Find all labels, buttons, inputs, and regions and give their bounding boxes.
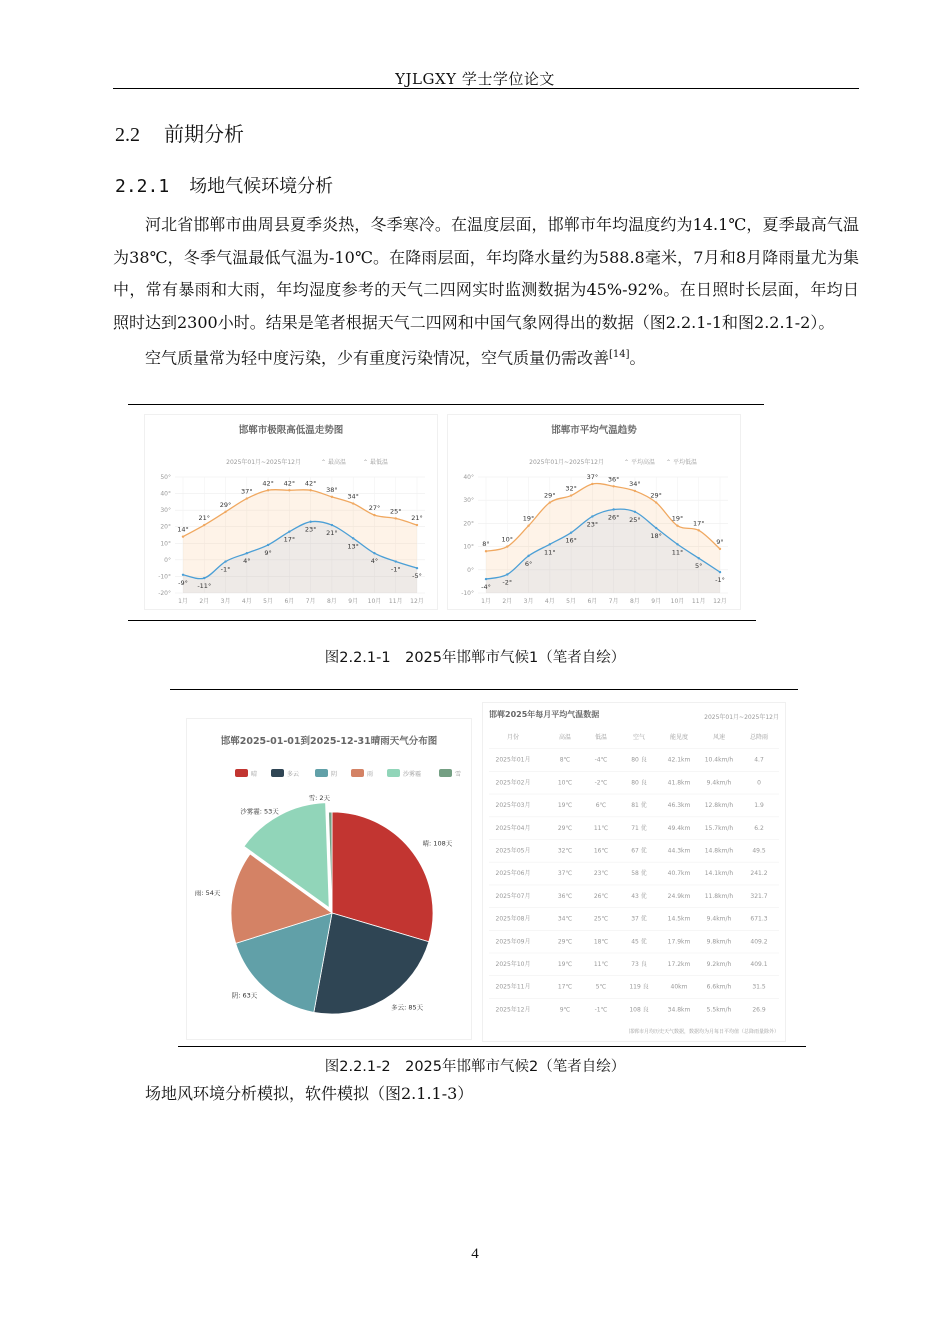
- data-label: 23°: [304, 525, 317, 534]
- chart-title: 邯郸市极限高低温走势图: [238, 425, 344, 436]
- table-cell: 6.2: [754, 824, 764, 832]
- data-point: [591, 515, 593, 517]
- figure1-caption: 图2.2.1-1 2025年邯郸市气候1（笔者自绘）: [324, 650, 626, 666]
- data-point: [182, 574, 184, 576]
- data-label: 32°: [565, 484, 577, 493]
- data-label: -1°: [390, 565, 401, 574]
- data-point: [182, 535, 184, 537]
- legend-雪: 雪: [455, 771, 462, 778]
- table-cell: 321.7: [750, 892, 768, 900]
- table-cell: 19℃: [557, 802, 573, 810]
- data-point: [395, 560, 397, 562]
- data-label: 21°: [198, 514, 211, 523]
- legend-swatch: [387, 769, 400, 777]
- data-point: [352, 502, 354, 504]
- running-header: YJLGXY 学士学位论文: [395, 70, 555, 88]
- x-tick-label: 8月: [326, 598, 337, 605]
- data-label: 23°: [586, 520, 599, 529]
- data-point: [267, 544, 269, 546]
- data-label: 16°: [565, 536, 577, 545]
- legend-swatch: [315, 769, 328, 777]
- table-cell: 80 良: [631, 756, 647, 764]
- data-label: 21°: [411, 514, 423, 523]
- x-tick-label: 4月: [544, 598, 555, 605]
- legend-平均高温: 平均高温: [631, 459, 656, 466]
- table-cell: 0: [757, 779, 761, 787]
- legend-swatch: [271, 769, 284, 777]
- data-point: [416, 524, 418, 526]
- table-cell: -2℃: [594, 779, 608, 787]
- table-cell: 2025年10月: [495, 961, 531, 968]
- legend-雨: 雨: [367, 771, 374, 778]
- table-header-cell: 低温: [594, 734, 608, 741]
- table-cell: 16℃: [593, 847, 609, 855]
- data-point: [655, 501, 657, 503]
- figure1-bottom-rule: [128, 620, 756, 621]
- pie-label: 雪: 2天: [308, 794, 331, 803]
- data-label: 34°: [629, 479, 641, 488]
- table-cell: 10.4km/h: [704, 756, 734, 764]
- pie-label: 多云: 85天: [391, 1003, 424, 1012]
- data-label: 9°: [264, 548, 272, 557]
- data-point: [288, 530, 290, 532]
- table-cell: 241.2: [750, 870, 768, 878]
- x-tick-label: 6月: [284, 598, 295, 605]
- table-cell: 11℃: [593, 824, 609, 832]
- data-label: 38°: [326, 485, 338, 494]
- pie-label: 阴: 63天: [231, 991, 258, 1000]
- data-label: 13°: [347, 542, 359, 551]
- x-tick-label: 10月: [670, 598, 685, 605]
- data-label: 37°: [241, 487, 253, 496]
- data-point: [485, 550, 487, 552]
- y-tick-label: -10°: [461, 590, 474, 597]
- x-tick-label: 10月: [367, 598, 382, 605]
- data-label: -9°: [178, 578, 188, 587]
- data-label: 17°: [692, 519, 705, 528]
- figure2-top-rule: [170, 689, 798, 690]
- data-label: -1°: [220, 565, 231, 574]
- section-number: 2.2: [115, 124, 140, 146]
- table-cell: 5.5km/h: [706, 1006, 732, 1014]
- table-cell: 34.8km: [667, 1006, 691, 1014]
- table-cell: 4.7: [754, 756, 764, 764]
- data-point: [698, 557, 700, 559]
- data-label: 29°: [544, 491, 556, 500]
- data-point: [267, 489, 269, 491]
- paragraph-wind: 场地风环境分析模拟，软件模拟（图2.1.1-3）: [145, 1084, 474, 1103]
- x-tick-label: 9月: [348, 598, 359, 605]
- data-point: [309, 489, 311, 491]
- x-tick-label: 1月: [178, 598, 188, 605]
- data-point: [309, 521, 311, 523]
- table-cell: 37℃: [557, 870, 573, 878]
- subsection-title: 场地气候环境分析: [189, 176, 334, 197]
- legend-晴: 晴: [251, 771, 258, 778]
- table-cell: 9.8km/h: [706, 938, 732, 946]
- table-cell: 14.8km/h: [704, 847, 734, 855]
- table-cell: 80 良: [631, 779, 647, 787]
- data-point: [591, 483, 593, 485]
- table-cell: 34℃: [557, 915, 573, 923]
- data-point: [527, 555, 529, 557]
- data-point: [719, 548, 721, 550]
- table-header-cell: 能见度: [669, 734, 689, 741]
- data-point: [416, 567, 418, 569]
- table-cell: 14.5km: [667, 915, 691, 923]
- y-tick-label: 10°: [160, 540, 171, 548]
- x-tick-label: 4月: [241, 598, 252, 605]
- data-label: 27°: [368, 504, 381, 513]
- pie-label: 晴: 108天: [422, 839, 453, 848]
- y-tick-label: 0°: [467, 566, 474, 574]
- table-cell: 17.9km: [667, 938, 691, 946]
- data-point: [288, 489, 290, 491]
- data-point: [331, 496, 333, 498]
- data-label: 18°: [650, 532, 662, 541]
- legend-平均低温: 平均低温: [673, 459, 698, 466]
- data-point: [612, 508, 614, 510]
- table-cell: 5℃: [595, 983, 607, 991]
- table-cell: 49.5: [752, 847, 766, 855]
- data-point: [224, 560, 226, 562]
- table-cell: 119 良: [629, 983, 649, 991]
- data-point: [485, 578, 487, 580]
- table-cell: 49.4km: [667, 824, 691, 832]
- data-label: 4°: [370, 557, 379, 566]
- data-label: 25°: [629, 515, 641, 524]
- pie-label: 雨: 54天: [194, 889, 221, 898]
- table-cell: 41.8km: [667, 779, 691, 787]
- table-cell: 2025年02月: [495, 779, 531, 787]
- data-label: -4°: [481, 583, 491, 592]
- table-cell: 44.3km: [667, 847, 691, 855]
- table-cell: 23℃: [593, 870, 609, 878]
- table-cell: 2025年06月: [495, 870, 531, 878]
- table-cell: 73 良: [631, 961, 647, 968]
- data-point: [246, 497, 248, 499]
- table-header-cell: 风速: [712, 734, 726, 741]
- data-label: 34°: [347, 492, 359, 501]
- table-cell: 2025年04月: [495, 824, 531, 832]
- table-cell: 2025年11月: [495, 983, 531, 991]
- data-point: [570, 531, 572, 533]
- table-cell: 2025年01月: [495, 756, 531, 764]
- table-cell: 25℃: [593, 915, 609, 923]
- weather-distribution-pie: [186, 718, 472, 1040]
- table-cell: 409.2: [750, 938, 768, 946]
- table-cell: 671.3: [750, 915, 768, 923]
- data-point: [352, 537, 354, 539]
- x-tick-label: 11月: [691, 598, 706, 605]
- data-label: -11°: [197, 582, 212, 591]
- legend-marker: ⌃: [363, 459, 369, 466]
- legend-marker: ⌃: [624, 459, 630, 466]
- average-temperature-chart: [447, 414, 741, 610]
- table-cell: 67 优: [631, 847, 647, 855]
- data-point: [676, 543, 678, 545]
- chart-title: 邯郸市平均气温趋势: [551, 425, 637, 436]
- data-point: [373, 552, 375, 554]
- table-cell: 26℃: [593, 892, 609, 900]
- table-cell: 42.1km: [667, 756, 691, 764]
- data-label: -5°: [412, 572, 422, 581]
- data-point: [246, 552, 248, 554]
- y-tick-label: 0°: [164, 556, 171, 564]
- table-cell: 24.9km: [667, 892, 691, 900]
- data-label: 8°: [482, 540, 490, 549]
- data-label: 36°: [607, 475, 620, 484]
- legend-最低温: 最低温: [370, 459, 389, 466]
- table-cell: 2025年07月: [495, 892, 531, 900]
- data-point: [331, 524, 333, 526]
- table-cell: -4℃: [594, 756, 608, 764]
- x-tick-label: 2月: [199, 598, 210, 605]
- data-label: 4°: [243, 557, 251, 566]
- data-point: [570, 494, 572, 496]
- table-cell: 46.3km: [667, 802, 691, 810]
- x-tick-label: 5月: [566, 598, 577, 605]
- data-label: 29°: [219, 500, 232, 509]
- data-label: 42°: [262, 479, 274, 488]
- table-cell: 2025年03月: [495, 802, 531, 810]
- x-tick-label: 1月: [481, 598, 491, 605]
- chart-subtitle: 2025年01月~2025年12月: [529, 459, 604, 466]
- data-label: 19°: [671, 514, 684, 523]
- table-cell: 18℃: [593, 938, 609, 946]
- table-cell: 71 优: [631, 824, 647, 832]
- air-quality-text: 空气质量常为轻中度污染，少有重度污染情况，空气质量仍需改善: [145, 348, 610, 368]
- legend-marker: ⌃: [321, 459, 327, 466]
- table-cell: 58 优: [631, 870, 647, 878]
- data-label: 37°: [586, 472, 599, 481]
- data-label: 42°: [304, 479, 317, 488]
- monthly-weather-table: [482, 702, 786, 1042]
- section-heading: [115, 118, 244, 147]
- table-cell: 1.9: [754, 802, 764, 810]
- y-tick-label: 50°: [160, 474, 171, 481]
- table-cell: 81 优: [631, 802, 647, 810]
- extreme-temperature-chart: [144, 414, 438, 610]
- table-cell: 12.8km/h: [704, 802, 734, 810]
- data-label: -1°: [715, 576, 725, 585]
- x-tick-label: 12月: [713, 598, 727, 605]
- table-header-cell: 总降雨: [749, 734, 769, 741]
- data-label: 5°: [695, 562, 703, 571]
- table-cell: -1℃: [594, 1006, 608, 1014]
- x-tick-label: 7月: [608, 598, 619, 605]
- table-cell: 14.1km/h: [704, 870, 734, 878]
- table-cell: 36℃: [557, 892, 573, 900]
- y-tick-label: 10°: [463, 543, 474, 551]
- page-number: 4: [471, 1246, 479, 1262]
- y-tick-label: 30°: [463, 497, 474, 505]
- table-header-cell: 月份: [506, 734, 520, 741]
- table-cell: 15.7km/h: [704, 824, 734, 832]
- table-header-cell: 高温: [558, 734, 572, 741]
- table-cell: 2025年08月: [495, 915, 531, 923]
- table-cell: 37 优: [631, 915, 647, 923]
- table-cell: 6.6km/h: [706, 983, 732, 991]
- table-cell: 32℃: [557, 847, 573, 855]
- table-cell: 2025年12月: [495, 1006, 531, 1014]
- y-tick-label: 40°: [463, 474, 474, 481]
- y-tick-label: 40°: [160, 490, 171, 498]
- figure2-bottom-rule: [178, 1046, 806, 1047]
- data-label: 10°: [501, 535, 514, 544]
- legend-阴: 阴: [331, 771, 338, 778]
- table-cell: 9.4km/h: [706, 779, 732, 787]
- x-tick-label: 12月: [410, 598, 424, 605]
- paragraph-air-quality: [113, 339, 859, 375]
- legend-swatch: [235, 769, 248, 777]
- x-tick-label: 9月: [651, 598, 662, 605]
- table-cell: 2025年09月: [495, 938, 531, 946]
- legend-swatch: [439, 769, 452, 777]
- data-point: [655, 527, 657, 529]
- subsection-number: 2.2.1: [115, 176, 170, 197]
- x-tick-label: 3月: [220, 598, 231, 605]
- x-tick-label: 7月: [305, 598, 316, 605]
- data-point: [612, 485, 614, 487]
- y-tick-label: 30°: [160, 507, 171, 515]
- table-cell: 40km: [670, 983, 688, 991]
- pie-label: 沙雾霾: 53天: [240, 807, 279, 816]
- data-label: 25°: [389, 507, 402, 516]
- table-cell: 9℃: [559, 1006, 571, 1014]
- data-point: [224, 511, 226, 513]
- figure2-caption: 图2.2.1-2 2025年邯郸市气候2（笔者自绘）: [324, 1059, 626, 1075]
- data-label: 11°: [544, 548, 556, 557]
- data-point: [203, 524, 205, 526]
- data-label: 19°: [522, 514, 535, 523]
- legend-多云: 多云: [287, 771, 300, 778]
- x-tick-label: 11月: [388, 598, 403, 605]
- paragraph-climate: 河北省邯郸市曲周县夏季炎热，冬季寒冷。在温度层面，邯郸市年均温度约为14.1℃，夏季最高气温为38℃，冬季气温最低气温为-10℃。在降雨层面，年均降水量约为588.8毫米，7月和8月降雨量尤为集中，常有暴雨和大雨，年均湿度参考的天气二四网实时监测数据为45%-92%。在日照时长层面，年均日照时达到2300小时。结果是笔者根据天气二四网和中国气象网得出的数据（图2.2.1-1和图2.2.1-2）。: [113, 215, 859, 332]
- table-cell: 6℃: [595, 802, 607, 810]
- air-quality-end: 。: [629, 348, 646, 368]
- body-text-2: [113, 1078, 859, 1111]
- section-title: 前期分析: [164, 122, 244, 146]
- x-tick-label: 3月: [523, 598, 534, 605]
- citation-ref: [14]: [609, 349, 630, 360]
- table-cell: 11℃: [593, 961, 609, 968]
- data-label: 14°: [177, 525, 189, 534]
- table-cell: 11.8km/h: [704, 892, 734, 900]
- x-tick-label: 8月: [629, 598, 640, 605]
- header-rule: [113, 88, 859, 89]
- body-text: [113, 209, 859, 375]
- table-cell: 9.2km/h: [706, 961, 732, 968]
- legend-marker: ⌃: [666, 459, 672, 466]
- data-point: [373, 514, 375, 516]
- chart-subtitle: 2025年01月~2025年12月: [226, 459, 301, 466]
- legend-swatch: [351, 769, 364, 777]
- data-point: [527, 525, 529, 527]
- subsection-heading: [115, 172, 333, 198]
- data-point: [634, 490, 636, 492]
- data-label: -2°: [502, 578, 513, 587]
- table-cell: 9.4km/h: [706, 915, 732, 923]
- x-tick-label: 2月: [502, 598, 513, 605]
- data-point: [719, 571, 721, 573]
- data-point: [676, 525, 678, 527]
- y-tick-label: -20°: [158, 590, 171, 597]
- data-label: 21°: [326, 529, 338, 538]
- data-point: [395, 517, 397, 519]
- data-label: 17°: [283, 535, 296, 544]
- table-subtitle: 2025年01月~2025年12月: [704, 714, 779, 721]
- table-cell: 17.2km: [667, 961, 691, 968]
- table-cell: 26.9: [752, 1006, 766, 1014]
- data-point: [203, 577, 205, 579]
- table-cell: 19℃: [557, 961, 573, 968]
- chart-title: 邯郸2025-01-01到2025-12-31晴雨天气分布图: [220, 736, 438, 747]
- x-tick-label: 6月: [587, 598, 598, 605]
- y-tick-label: -10°: [158, 573, 171, 581]
- table-cell: 409.1: [750, 961, 768, 968]
- legend-沙雾霾: 沙雾霾: [403, 771, 422, 778]
- data-label: 9°: [716, 537, 724, 546]
- data-label: 42°: [283, 479, 296, 488]
- data-point: [698, 529, 700, 531]
- data-label: 11°: [671, 548, 684, 557]
- table-cell: 8℃: [559, 756, 571, 764]
- table-title: 邯郸2025年每月平均气温数据: [489, 710, 600, 719]
- data-point: [549, 543, 551, 545]
- table-cell: 17℃: [557, 983, 573, 991]
- data-label: 26°: [607, 513, 620, 522]
- table-cell: 31.5: [752, 983, 766, 991]
- y-tick-label: 20°: [463, 520, 474, 528]
- table-cell: 45 优: [631, 938, 647, 946]
- table-cell: 43 优: [631, 892, 647, 900]
- data-point: [506, 545, 508, 547]
- table-cell: 29℃: [557, 824, 573, 832]
- table-cell: 10℃: [557, 779, 573, 787]
- data-point: [634, 511, 636, 513]
- y-tick-label: 20°: [160, 523, 171, 531]
- legend-最高温: 最高温: [328, 459, 347, 466]
- data-point: [549, 501, 551, 503]
- data-point: [506, 573, 508, 575]
- data-label: 29°: [650, 491, 662, 500]
- table-cell: 108 良: [629, 1006, 649, 1014]
- table-cell: 40.7km: [667, 870, 691, 878]
- figure1-top-rule: [128, 404, 764, 405]
- data-label: 6°: [524, 559, 533, 568]
- table-header-cell: 空气: [632, 734, 646, 741]
- x-tick-label: 5月: [263, 598, 274, 605]
- table-cell: 2025年05月: [495, 847, 531, 855]
- table-cell: 29℃: [557, 938, 573, 946]
- table-footnote: 邯郸市月均历史天气数据，数据均为月每日平均值（总降雨量除外）: [628, 1029, 779, 1035]
